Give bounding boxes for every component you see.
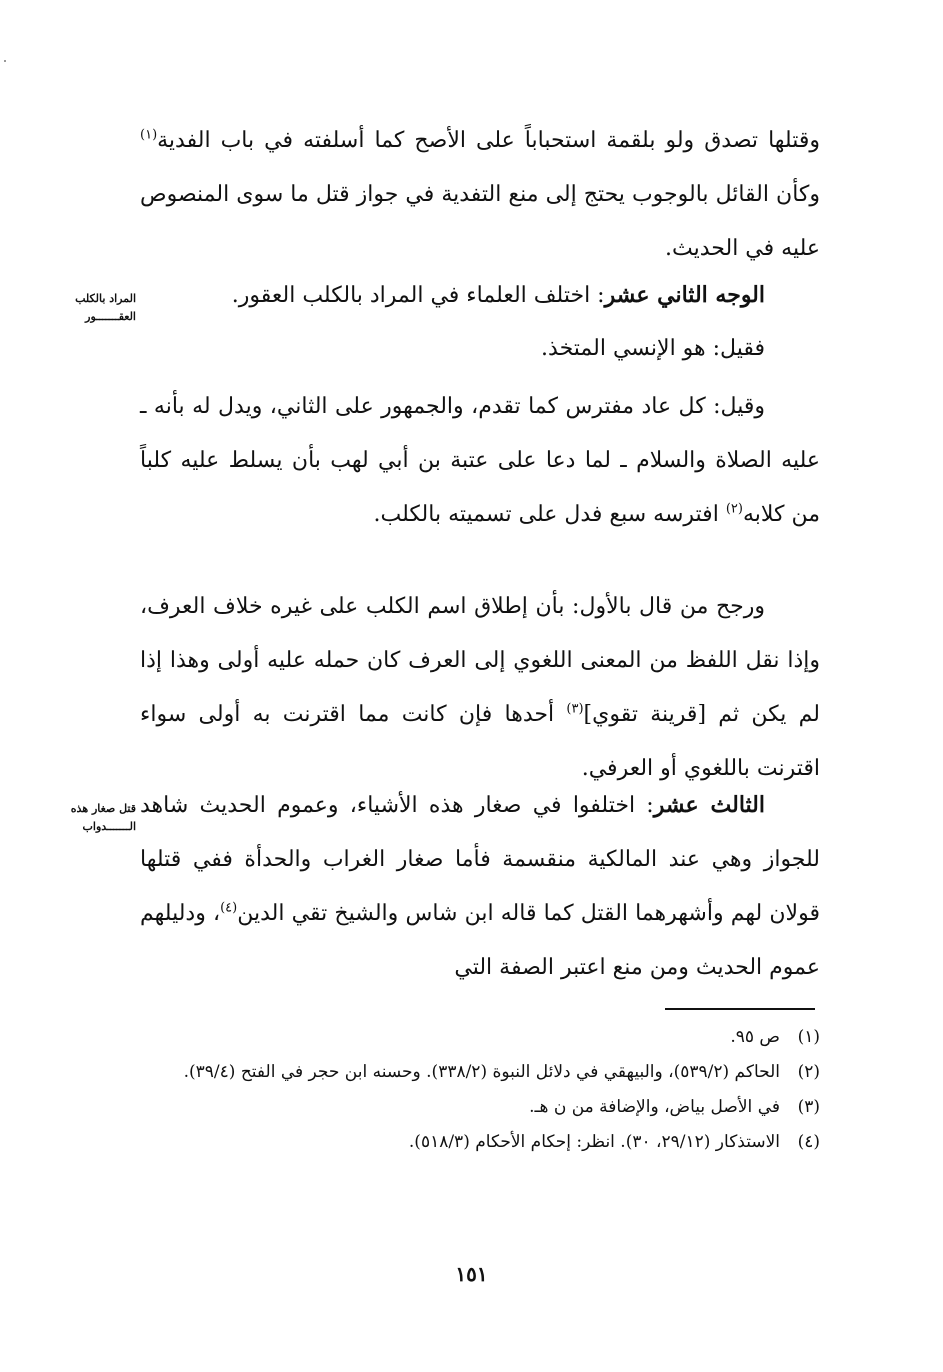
footnote-1-number: (١) [797, 1027, 820, 1047]
footnote-1-text: ص ٩٥. [730, 1027, 780, 1047]
footnote-separator [665, 1008, 815, 1010]
paragraph-5-text-b: أحدها فإن كانت مما اقترنت به أولى سواء اقترنت باللغوي أو العرفي. [140, 702, 820, 781]
margin-note-2-line-1: قتل صغار هذه [70, 802, 136, 815]
footnote-3-text: في الأصل بياض، والإضافة من ن هـ. [529, 1097, 780, 1117]
footnote-4-number: (٤) [797, 1132, 820, 1152]
page-number: ١٥١ [455, 1262, 488, 1286]
section-lead-thirteenth: الثالث عشر [653, 792, 765, 818]
footnote-ref-2: (٢) [725, 501, 743, 517]
paragraph-2 [140, 268, 820, 323]
paragraph-6-text-b: ، ودليلهم عموم الحديث ومن منع اعتبر الصفة التي [140, 901, 820, 980]
margin-note-rabid-dog [36, 290, 136, 326]
footnote-1 [140, 1020, 820, 1055]
paragraph-3 [140, 322, 820, 376]
paragraph-5 [140, 580, 820, 796]
paragraph-1-text-b: وكأن القائل بالوجوب يحتج إلى منع التفدية في جواز قتل ما سوى المنصوص عليه في الحديث. [140, 182, 820, 261]
margin-note-young-animals [36, 800, 136, 836]
scan-speck [4, 60, 6, 62]
paragraph-6 [140, 778, 820, 995]
footnote-2-number: (٢) [797, 1062, 820, 1082]
section-lead-twelfth: الوجه الثاني عشر [604, 282, 765, 308]
footnote-ref-4: (٤) [220, 900, 238, 916]
paragraph-1-text-a: وقتلها تصدق ولو بلقمة استحباباً على الأصح كما أسلفته في باب الفدية [157, 128, 820, 153]
paragraph-6-text-a: : اختلفوا في صغار هذه الأشياء، وعموم الحديث شاهد للجواز وهي عند المالكية منقسمة فأما صغار الغراب والحدأة ففي قتلها قولان لهم وأشهرهما القتل كما قاله ابن شاس والشيخ تقي الدين [140, 793, 820, 926]
margin-note-1-line-1: المراد بالكلب [75, 292, 136, 305]
paragraph-4-text-a: وقيل: كل عاد مفترس كما تقدم، والجمهور على الثاني، ويدل له بأنه ـ عليه الصلاة والسلام ـ لما دعا على عتبة بن أبي لهب بأن يسلط عليه كلباً من كلابه [140, 394, 820, 527]
footnote-4-text: الاستذكار (٢٩/١٢، ٣٠). انظر: إحكام الأحكام (٥١٨/٣). [408, 1132, 780, 1152]
margin-note-2-line-2: الـــــــدواب [82, 820, 136, 833]
footnotes [140, 1020, 820, 1160]
footnote-ref-1: (١) [140, 127, 158, 143]
paragraph-1 [140, 114, 820, 276]
paragraph-5-text-a: ورجح من قال بالأول: بأن إطلاق اسم الكلب على غيره خلاف العرف، وإذا نقل اللفظ من المعنى اللغوي إلى العرف كان حمله عليه أولى وهذا إذا لم يكن ثم [قرينة تقوي] [140, 594, 820, 727]
footnote-ref-3: (٣) [566, 701, 584, 717]
footnote-2 [140, 1055, 820, 1090]
paragraph-2-text: : اختلف العلماء في المراد بالكلب العقور. [231, 283, 605, 308]
footnote-4 [140, 1125, 820, 1160]
footnote-3-number: (٣) [797, 1097, 820, 1117]
footnote-2-text: الحاكم (٥٣٩/٢)، والبيهقي في دلائل النبوة (٣٣٨/٢). وحسنه ابن حجر في الفتح (٣٩/٤). [183, 1062, 780, 1082]
paragraph-4 [140, 380, 820, 542]
paragraph-4-text-b: افترسه سبع فدل على تسميته بالكلب. [373, 502, 726, 527]
margin-note-1-line-2: العقـــــــور [85, 310, 136, 323]
footnote-3 [140, 1090, 820, 1125]
paragraph-3-text: فقيل: هو الإنسي المتخذ. [541, 336, 765, 361]
